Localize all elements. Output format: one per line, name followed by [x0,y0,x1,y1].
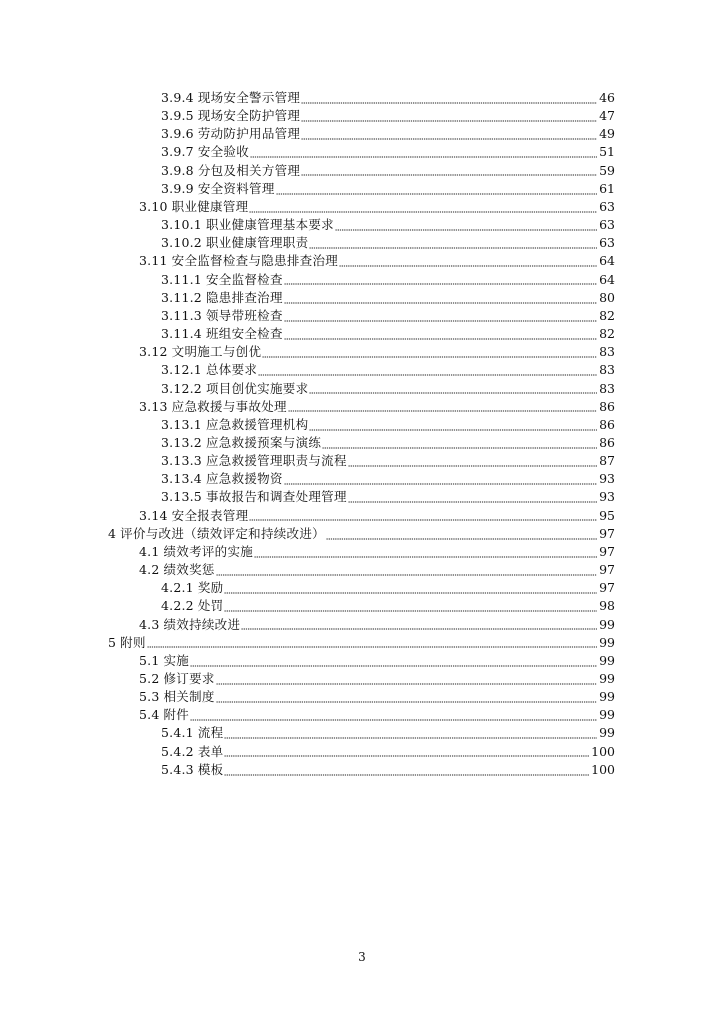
toc-entry[interactable] [0,234,724,252]
toc-entry-title: 文明施工与创优 [171,344,262,360]
toc-entry-number: 3.14 [139,507,168,523]
toc-entry-page: 87 [599,453,615,469]
toc-dot-leader [301,89,597,107]
toc-entry[interactable] [0,488,724,506]
toc-entry-number: 3.13.4 [161,471,202,487]
toc-entry[interactable] [0,434,724,452]
toc-entry[interactable] [0,307,724,325]
toc-entry-title: 应急救援物资 [205,471,283,487]
toc-entry-number: 3.12.1 [161,362,202,378]
toc-entry-number: 3.11.1 [161,271,202,287]
toc-dot-leader [241,616,597,634]
toc-entry-title: 现场安全防护管理 [197,108,301,124]
toc-dot-leader [309,416,597,434]
toc-entry-title: 附件 [163,707,190,723]
toc-entry-number: 3.9.5 [161,108,194,124]
toc-entry-number: 5.4.3 [161,761,194,777]
toc-dot-leader [284,307,597,325]
toc-dot-leader [284,271,597,289]
toc-entry-page: 86 [599,398,615,414]
toc-dot-leader [348,488,597,506]
toc-entry-number: 3.10.1 [161,217,202,233]
toc-entry[interactable] [0,325,724,343]
toc-dot-leader [284,470,597,488]
toc-entry-title: 职业健康管理职责 [205,235,309,251]
toc-entry-number: 4.1 [139,543,160,559]
toc-entry-number: 3.13.2 [161,434,202,450]
toc-entry-title: 项目创优实施要求 [205,380,309,396]
toc-entry[interactable] [0,216,724,234]
toc-entry-number: 3.9.8 [161,162,194,178]
toc-entry-number: 3.13 [139,398,168,414]
toc-dot-leader [216,670,597,688]
toc-entry-title: 实施 [163,652,190,668]
toc-entry[interactable] [0,271,724,289]
toc-dot-leader [301,107,597,125]
toc-entry-number: 4.2 [139,562,160,578]
toc-dot-leader [309,380,597,398]
toc-entry-number: 5.4.2 [161,743,194,759]
toc-entry-page: 86 [599,416,615,432]
toc-entry-page: 82 [599,307,615,323]
toc-entry-page: 63 [599,198,615,214]
toc-entry-number: 3.10.2 [161,235,202,251]
toc-entry[interactable] [0,561,724,579]
toc-entry-title: 应急救援与事故处理 [171,398,287,414]
toc-dot-leader [224,743,589,761]
toc-entry-title: 处罚 [197,598,224,614]
toc-dot-leader [224,579,597,597]
toc-entry-title: 奖励 [197,580,224,596]
toc-dot-leader [258,361,597,379]
toc-entry-number: 3.11.2 [161,289,202,305]
toc-dot-leader [190,706,597,724]
toc-entry-number: 3.13.5 [161,489,202,505]
toc-entry-title: 职业健康管理基本要求 [205,217,334,233]
toc-entry-page: 64 [599,253,615,269]
toc-entry-page: 99 [599,671,615,686]
toc-entry-page: 83 [599,380,615,396]
toc-entry-page: 97 [599,525,615,541]
toc-entry[interactable] [0,198,724,216]
toc-entry-page: 99 [599,689,615,705]
toc-dot-leader [301,125,597,143]
toc-entry-number: 5.3 [139,689,160,705]
toc-entry-page: 99 [599,725,615,741]
toc-entry[interactable] [0,543,724,561]
toc-entry-title: 评价与改进（绩效评定和持续改进） [120,525,325,541]
toc-entry[interactable] [0,289,724,307]
toc-entry-number: 5 [108,634,117,650]
toc-entry-title: 绩效奖惩 [163,562,215,578]
toc-dot-leader [288,398,597,416]
toc-entry[interactable] [0,470,724,488]
toc-dot-leader [216,688,597,706]
toc-entry[interactable] [0,634,724,652]
toc-entry-title: 安全资料管理 [197,180,275,196]
toc-entry-number: 4.2.1 [161,580,194,596]
toc-entry-page: 83 [599,362,615,378]
toc-entry-page: 98 [599,598,615,614]
toc-entry-title: 安全监督检查 [205,271,283,287]
toc-entry-page: 63 [599,217,615,233]
toc-entry-page: 93 [599,471,615,487]
toc-entry[interactable] [0,252,724,270]
toc-dot-leader [284,289,597,307]
toc-entry-number: 3.11 [139,253,168,269]
toc-entry-number: 3.13.3 [161,453,202,469]
table-of-contents [0,89,724,779]
toc-entry[interactable] [0,597,724,615]
toc-entry-page: 93 [599,489,615,505]
page-number: 3 [358,950,366,964]
toc-entry-page: 59 [599,162,615,178]
toc-entry-page: 100 [591,761,615,777]
toc-entry-title: 修订要求 [163,671,215,686]
toc-entry[interactable] [0,724,724,742]
toc-entry-number: 3.11.3 [161,307,202,323]
toc-dot-leader [322,434,597,452]
toc-entry[interactable] [0,670,724,688]
toc-entry-title: 表单 [197,743,224,759]
toc-entry[interactable] [0,125,724,143]
toc-entry[interactable] [0,761,724,779]
toc-entry[interactable] [0,616,724,634]
toc-entry-page: 86 [599,434,615,450]
toc-dot-leader [224,597,597,615]
toc-dot-leader [301,162,597,180]
toc-entry-number: 3.10 [139,198,168,214]
toc-entry[interactable] [0,706,724,724]
toc-entry-page: 99 [599,634,615,650]
toc-entry-page: 49 [599,126,615,142]
toc-entry-page: 99 [599,652,615,668]
toc-entry-title: 现场安全警示管理 [197,90,301,105]
toc-dot-leader [249,198,597,216]
toc-entry-title: 附则 [120,634,146,650]
toc-entry-number: 5.1 [139,652,160,668]
toc-entry-title: 安全验收 [197,144,250,160]
toc-dot-leader [190,652,597,670]
toc-entry[interactable] [0,743,724,761]
toc-entry-page: 100 [591,743,615,759]
toc-dot-leader [262,343,597,361]
toc-dot-leader [339,252,597,270]
toc-entry-number: 3.12 [139,344,168,360]
toc-entry-page: 63 [599,235,615,251]
toc-dot-leader [335,216,597,234]
toc-entry-title: 流程 [197,725,224,741]
toc-entry-number: 5.4.1 [161,725,194,741]
toc-dot-leader [250,143,597,161]
toc-entry-title: 模板 [197,761,224,777]
toc-dot-leader [224,761,589,779]
toc-entry-page: 82 [599,326,615,342]
toc-entry-title: 安全报表管理 [171,507,249,523]
toc-dot-leader [254,543,597,561]
toc-entry-title: 应急救援预案与演练 [205,434,322,450]
toc-dot-leader [147,634,597,652]
toc-entry[interactable] [0,180,724,198]
toc-entry-number: 3.11.4 [161,326,202,342]
toc-entry[interactable] [0,507,724,525]
toc-entry-title: 职业健康管理 [171,198,249,214]
toc-entry-number: 3.13.1 [161,416,202,432]
toc-entry[interactable] [0,107,724,125]
toc-entry[interactable] [0,89,724,107]
toc-entry-number: 4 [108,525,117,541]
toc-dot-leader [309,234,597,252]
toc-entry-page: 97 [599,562,615,578]
toc-entry-number: 3.9.7 [161,144,194,160]
toc-entry-title: 领导带班检查 [205,307,283,323]
toc-entry[interactable] [0,361,724,379]
toc-entry-title: 事故报告和调查处理管理 [205,489,347,505]
toc-entry-page: 61 [599,180,615,196]
toc-entry-title: 应急救援管理机构 [205,416,309,432]
toc-entry-title: 绩效考评的实施 [163,543,254,559]
toc-entry[interactable] [0,143,724,161]
toc-dot-leader [348,452,597,470]
toc-dot-leader [276,180,597,198]
toc-entry[interactable] [0,398,724,416]
toc-entry-title: 劳动防护用品管理 [197,126,301,142]
toc-entry-title: 相关制度 [163,689,215,705]
toc-entry-page: 99 [599,616,615,632]
toc-entry[interactable] [0,343,724,361]
toc-entry-number: 3.9.9 [161,180,194,196]
toc-entry-title: 安全监督检查与隐患排查治理 [171,253,339,269]
toc-entry-page: 99 [599,707,615,723]
toc-entry-page: 51 [599,144,615,160]
toc-entry[interactable] [0,652,724,670]
toc-entry-number: 3.9.6 [161,126,194,142]
toc-dot-leader [284,325,597,343]
toc-entry-page: 97 [599,543,615,559]
toc-entry-page: 83 [599,344,615,360]
toc-entry-page: 80 [599,289,615,305]
toc-entry[interactable] [0,688,724,706]
toc-entry[interactable] [0,525,724,543]
toc-dot-leader [216,561,597,579]
toc-entry[interactable] [0,380,724,398]
toc-entry-title: 绩效持续改进 [163,616,241,632]
toc-entry-page: 97 [599,580,615,596]
toc-entry-page: 47 [599,108,615,124]
toc-entry[interactable] [0,579,724,597]
toc-entry-title: 班组安全检查 [205,326,283,342]
toc-dot-leader [224,724,597,742]
toc-entry-page: 46 [599,90,615,105]
toc-entry-title: 总体要求 [205,362,258,378]
toc-entry-number: 5.2 [139,671,160,686]
toc-entry[interactable] [0,162,724,180]
toc-dot-leader [249,507,597,525]
toc-entry-number: 4.2.2 [161,598,194,614]
toc-entry-title: 分包及相关方管理 [197,162,301,178]
toc-entry-number: 5.4 [139,707,160,723]
toc-entry-title: 隐患排查治理 [205,289,283,305]
toc-entry-page: 95 [599,507,615,523]
toc-entry[interactable] [0,452,724,470]
toc-entry-page: 64 [599,271,615,287]
toc-entry[interactable] [0,416,724,434]
toc-entry-title: 应急救援管理职责与流程 [205,453,347,469]
toc-dot-leader [326,525,597,543]
toc-entry-number: 3.12.2 [161,380,202,396]
toc-entry-number: 3.9.4 [161,90,194,105]
toc-entry-number: 4.3 [139,616,160,632]
